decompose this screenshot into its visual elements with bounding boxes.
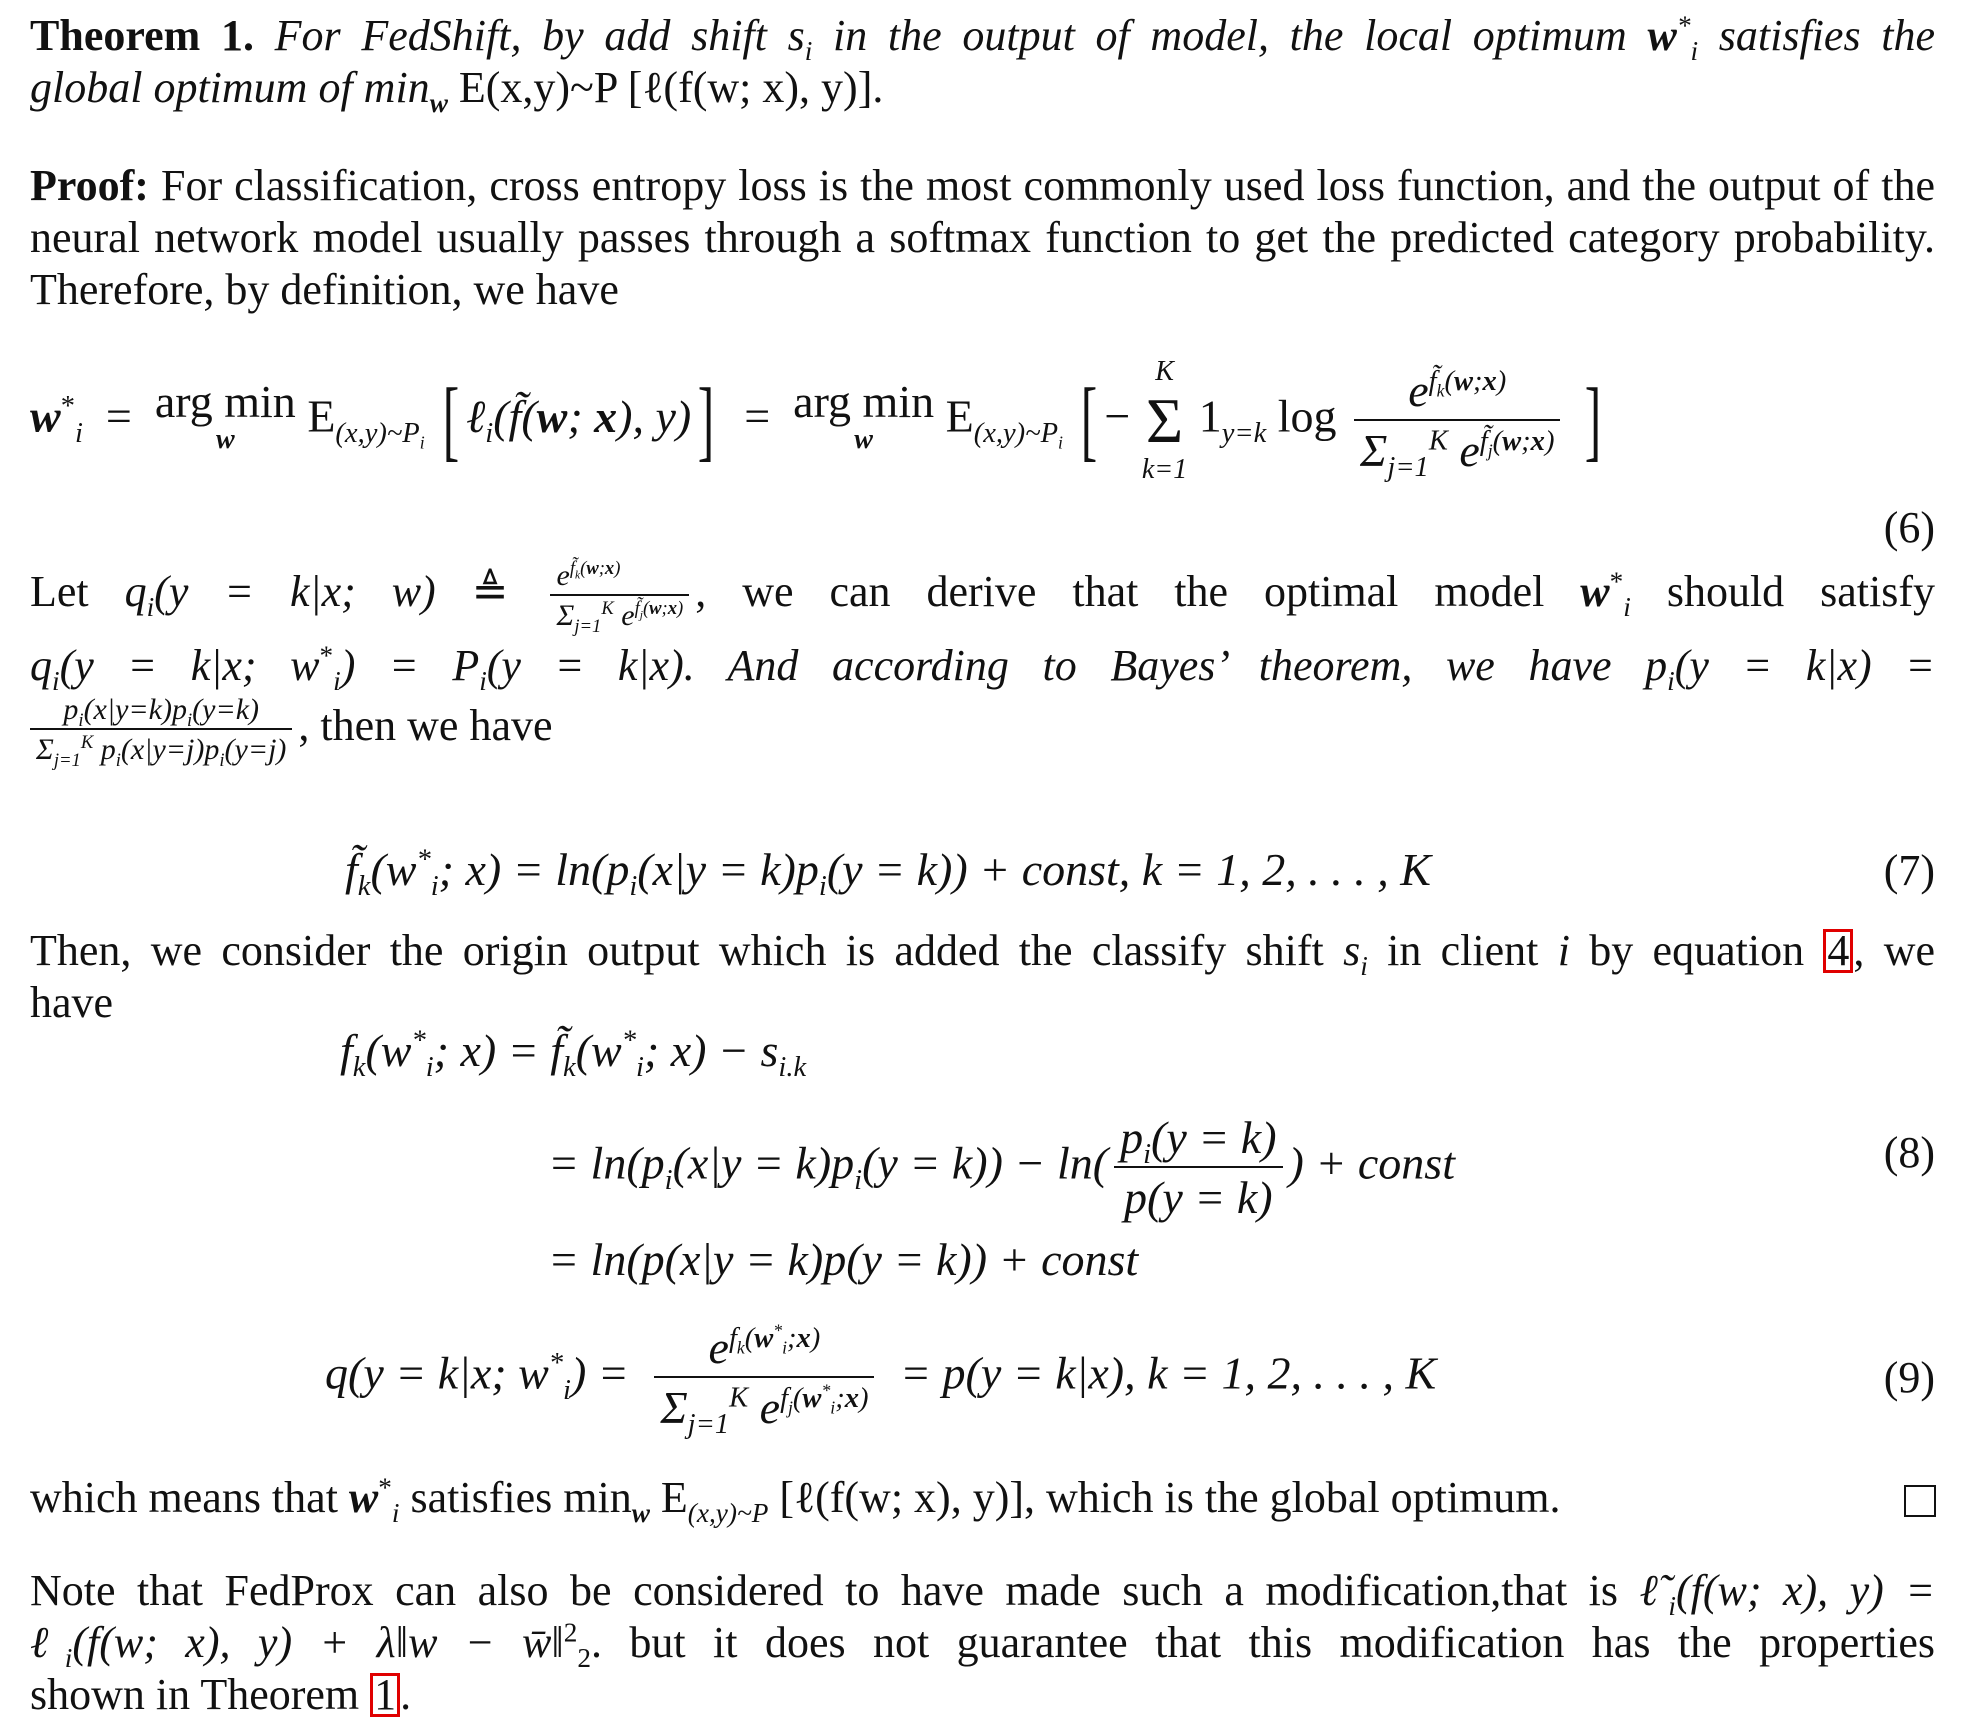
conclusion-line: which means that $w^*_i$ satisfies $\min_w E_{(x,y)\sim P}$ [ℓ(f(w; x), y)], which is the global optimum. [30,1472,1561,1528]
equation-6-number: (6) [1883,503,1935,552]
equation-8-line-3: = ln(p(x|y = k)p(y = k)) + const [548,1234,1139,1285]
equation-8-number: (8) [1883,1128,1935,1177]
equation-8-line-1: $f_k(w^*_i$; $x) = f̃_k(w^*_i$; $x) - s_{i.k}$ [340,1025,807,1084]
let-paragraph: Let $q_i(y = k|x$; w) ≜ $\frac{e^{f̃_k(w;x)}}{\Sigma_{j=1}^K e^{f̃_j(w;x)}}$ , we can derive that the optimal model $w^*_i$ should satisfy $q_i(y = k|x$; $w^*_i) = P_i(y = k|x)$. And according to Bayes’ theorem, we have $p_i(y = k|x)$ = $\frac{p_i(x|y=k)p_i(y=k)}{\Sigma_{j=1}^K p_i(x|y=j)p_i(y=j)}$ , then we have [30,558,1936,771]
proof-paragraph [30,160,1935,316]
theorem [30,10,1936,118]
equation-7: $f̃_k(w^*_i$; $x) = \ln(p_i(x|y = k)p_i(y = k))$ + const, k = 1, 2, . . . , K [345,844,1431,903]
equation-9: q(y = k|x; $w^*_i$) = $\frac{e^{f_k(w^*_i;x)}}{\Sigma_{j=1}^K e^{f_j(w^*_i;x)}}$ = p(y = k|x), k = 1, 2, . . . , K [325,1320,1437,1441]
theorem-reference-link[interactable]: 1 [370,1673,400,1717]
equation-6: $w^*_i$ = arg min w $E_{(x,y)\sim P_i}$ [ ℓ$_i$(f̃(w; x), y)] = arg min w $E_{(x,y)\sim P_i}$ [ − K Σ k=1 $1_{y=k}$ log $\frac{e^{f̃_k(w;x)}}{\Sigma_{j=1}^K e^{f̃_j(w;x)}}$ ] [30,356,1602,485]
theorem-label: Theorem 1. [30,11,254,60]
equation-7-number: (7) [1883,846,1935,895]
note-paragraph: Note that FedProx can also be considered to have made such a modification,that is $\ell̃_i(f(w$; x), y) = ℓ$_i$(f(w; x), y) + λ‖w − w̄‖$^2_2$. but it does not guarantee that this modification has the properties shown in Theorem 1. [30,1566,1936,1719]
theorem-line-2: global optimum of $\min_w$ E(x,y)~P [ℓ(f(w; x), y)]. [30,63,884,118]
equation-8-line-2: = $\ln(p_i(x|y = k)p_i(y = k)) - \ln$( $\frac{p_i(y = k)}{p(y = k)}$ ) + const [548,1110,1455,1226]
qed-box [1904,1485,1936,1517]
theorem-line-1: Theorem 1. For FedShift, by add shift $s_i$ in the output of model, the local optimum $w^*_i$ satisfies the [30,10,1936,66]
proof-label: Proof: [30,161,149,210]
equation-9-number: (9) [1883,1353,1935,1402]
proof-intro: For classification, cross entropy loss is the most commonly used loss function, and the output of the neural network model usually passes through a softmax function to get the predicted category probability. Therefore, by definition, we have [30,161,1935,314]
then-paragraph: Then, we consider the origin output which is added the classify shift $s_i$ in client i by equation 4, we have [30,926,1936,1027]
equation-reference-link[interactable]: 4 [1823,929,1853,973]
theorem-text-1: For FedShift, by add shift s [274,11,805,60]
